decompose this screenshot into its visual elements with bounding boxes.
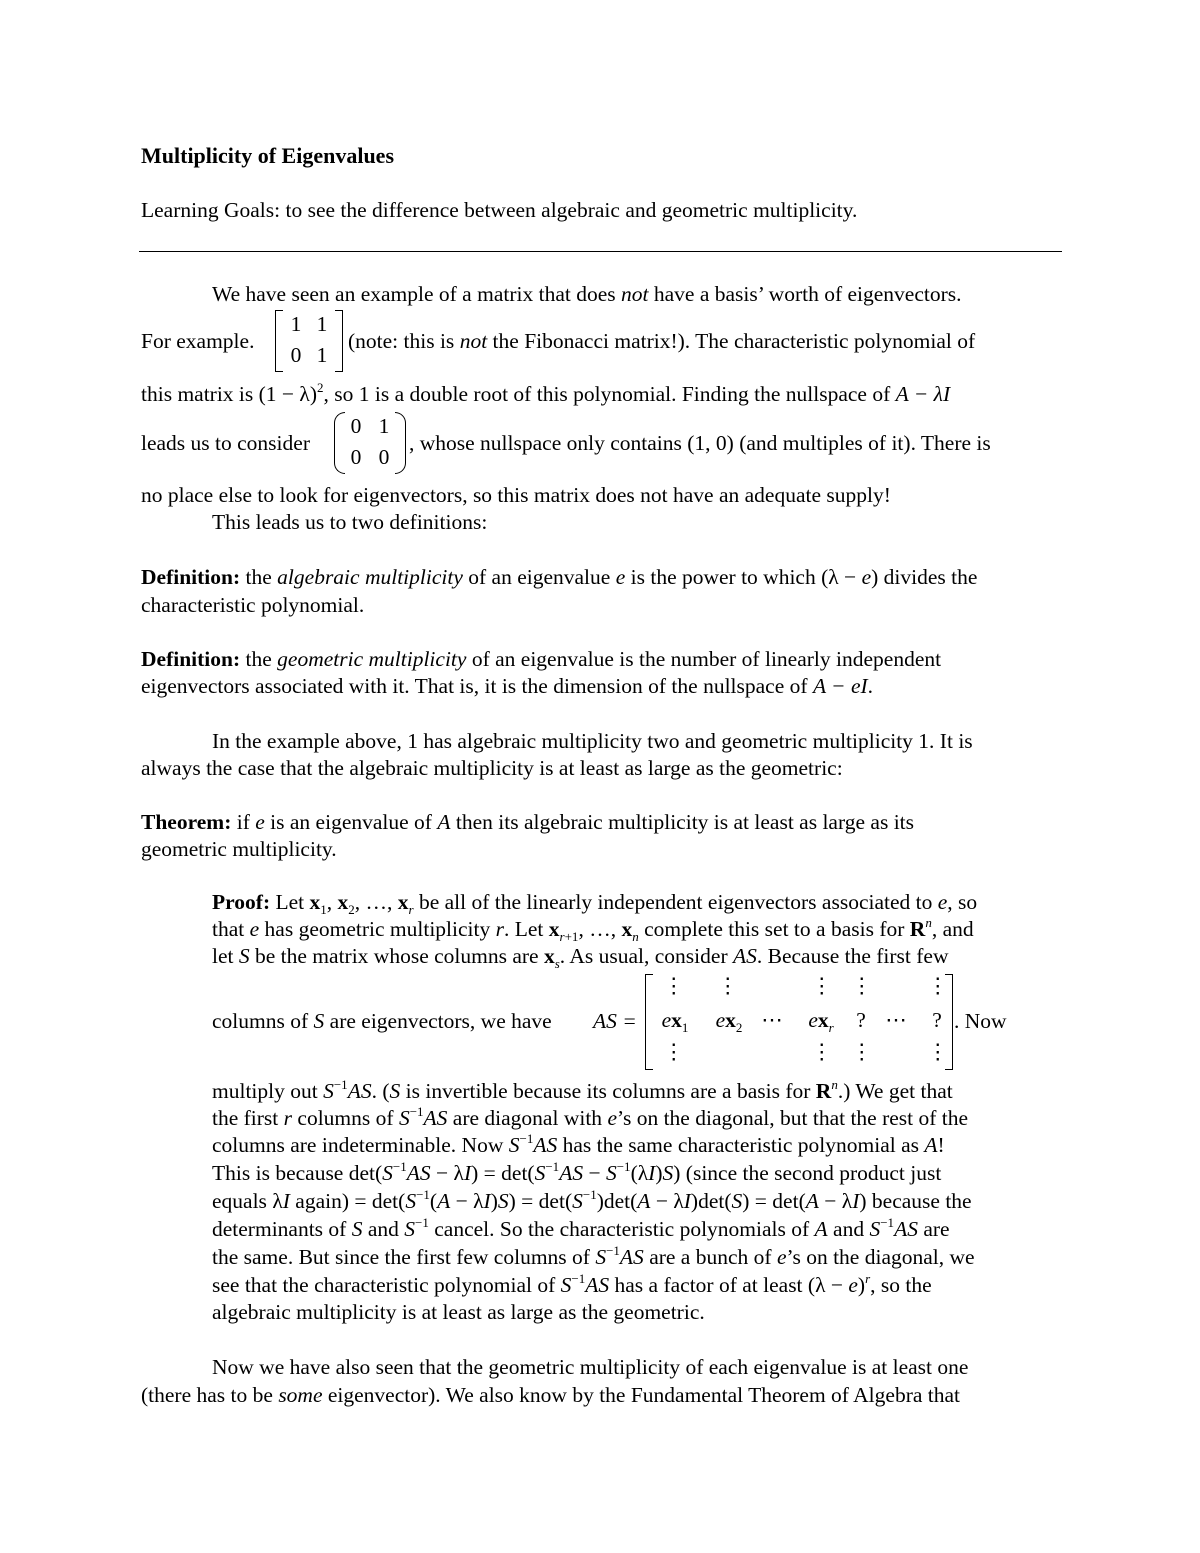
- definition-geometric-line-2: eigenvectors associated with it. That is, it is the dimension of the nullspace of A − eI.: [141, 674, 874, 698]
- definition-algebraic-line-2: characteristic polynomial.: [141, 593, 365, 617]
- horizontal-rule: [139, 251, 1062, 252]
- intro-line-4b: , whose nullspace only contains (1, 0) (and multiples of it). There is: [409, 431, 991, 455]
- proof-line-1: Proof: Let $x_1$, $x_2$, …, $x_r$ be all of the linearly independent eigenvectors associated to e, so: [212, 890, 978, 917]
- proof-line-9: equals λI again) = $\det(S^{-1}(A - \lambda I)S) = \det(S^{-1})\det(A - \lambda I)\det(S) = \det(A - \lambda I)$ because the: [212, 1187, 972, 1213]
- definition-algebraic: Definition: the algebraic multiplicity of an eigenvalue e is the power to which (λ − e) divides the: [141, 565, 978, 589]
- intro-line-5: no place else to look for eigenvectors, so this matrix does not have an adequate supply!: [141, 483, 891, 507]
- proof-now: . Now: [954, 1009, 1007, 1033]
- proof-line-5: multiply out $S^{-1}AS$. (S is invertible because its columns are a basis for $R^n$.) We get that: [212, 1077, 953, 1103]
- proof-line-7: columns are indeterminable. Now $S^{-1}AS$ has the same characteristic polynomial as A!: [212, 1131, 945, 1157]
- page-title: Multiplicity of Eigenvalues: [141, 143, 394, 168]
- matrix-example: 1 1 0 1: [275, 310, 343, 372]
- proof-as-equals: AS =: [593, 1009, 637, 1033]
- proof-line-12: see that the characteristic polynomial of $S^{-1}AS$ has a factor of at least $(\lambda - e)^r$, so the: [212, 1271, 932, 1297]
- proof-line-8: This is because $\det(S^{-1}AS - \lambda I) = \det(S^{-1}AS - S^{-1}(\lambda I)S)$ (since the second product just: [212, 1159, 942, 1185]
- theorem: Theorem: if e is an eigenvalue of A then its algebraic multiplicity is at least as large as its: [141, 810, 915, 834]
- proof-line-10: determinants of S and $S^{-1}$ cancel. So the characteristic polynomials of A and $S^{-1}AS$ are: [212, 1215, 950, 1241]
- proof-line-6: the first r columns of $S^{-1}AS$ are diagonal with e’s on the diagonal, but that the rest of the: [212, 1104, 969, 1130]
- example-line-2: always the case that the algebraic multiplicity is at least as large as the geometric:: [141, 756, 843, 780]
- learning-goals: Learning Goals: to see the difference between algebraic and geometric multiplicity.: [141, 198, 858, 222]
- final-line-1: Now we have also seen that the geometric multiplicity of each eigenvalue is at least one: [212, 1355, 969, 1379]
- proof-line-13: algebraic multiplicity is at least as large as the geometric.: [212, 1300, 705, 1324]
- example-line-1: In the example above, 1 has algebraic multiplicity two and geometric multiplicity 1. It is: [212, 729, 973, 753]
- intro-line-4: leads us to consider: [141, 431, 310, 455]
- definition-geometric: Definition: the geometric multiplicity of an eigenvalue is the number of linearly independent: [141, 647, 942, 671]
- intro-line-1: We have seen an example of a matrix that does not have a basis’ worth of eigenvectors.: [212, 282, 962, 306]
- proof-line-2: that e has geometric multiplicity r. Let $x_{r+1}$, …, $x_n$ complete this set to a basis for $R^n$, and: [212, 915, 974, 944]
- matrix-nullspace: 0 1 0 0: [334, 412, 406, 474]
- proof-line-3: let S be the matrix whose columns are $x_s$. As usual, consider AS. Because the first few: [212, 944, 949, 971]
- intro-line-2: For example.: [141, 329, 255, 353]
- intro-line-2b: (note: this is not the Fibonacci matrix!). The characteristic polynomial of: [348, 329, 976, 353]
- theorem-line-2: geometric multiplicity.: [141, 837, 337, 861]
- intro-line-3: this matrix is $(1 - \lambda)^2$, so 1 is a double root of this polynomial. Finding the nullspace of A − λI: [141, 380, 951, 406]
- final-line-2: (there has to be some eigenvector). We also know by the Fundamental Theorem of Algebra that: [141, 1383, 961, 1407]
- matrix-as: ⋮ ⋮ ⋮ ⋮ ⋮ $ex_1$ $ex_2$ ⋯ $ex_r$ ? ⋯ ? ⋮ ⋮ ⋮ ⋮: [645, 974, 953, 1070]
- proof-line-4: columns of S are eigenvectors, we have: [212, 1009, 552, 1033]
- proof-line-11: the same. But since the first few columns of $S^{-1}AS$ are a bunch of e’s on the diagonal, we: [212, 1243, 975, 1269]
- intro-line-6: This leads us to two definitions:: [212, 510, 488, 534]
